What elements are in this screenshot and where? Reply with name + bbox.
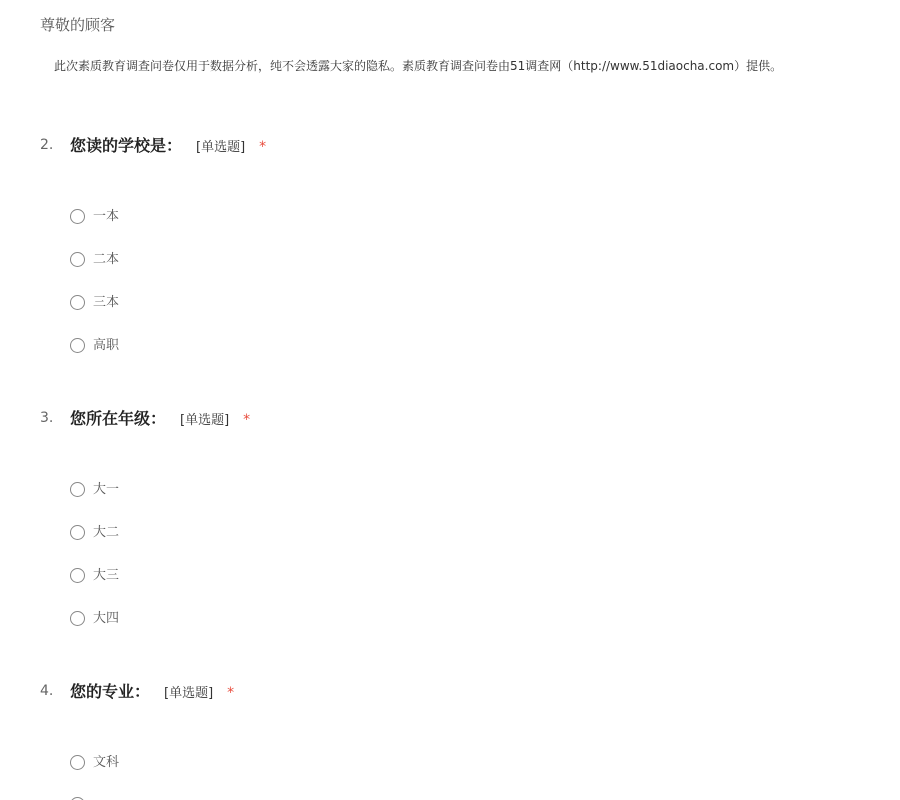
- radio-button[interactable]: [70, 482, 85, 497]
- option-label[interactable]: 二本: [93, 252, 120, 267]
- question-number: 2.: [40, 137, 54, 153]
- question-header: [0, 408, 900, 432]
- question-type-label: [单选题]: [196, 140, 246, 155]
- intro-text: 此次素质教育调查问卷仅用于数据分析，纯不会透露大家的隐私。素质教育调查问卷由51调查网（http://www.51diaocha.com）提供。: [54, 59, 783, 73]
- question-header: [0, 681, 900, 705]
- radio-button[interactable]: [70, 525, 85, 540]
- option-label[interactable]: 大二: [93, 525, 120, 540]
- question-number: 3.: [40, 410, 54, 426]
- required-marker: *: [243, 412, 251, 428]
- radio-button[interactable]: [70, 755, 85, 770]
- question-type-label: [单选题]: [180, 413, 230, 428]
- radio-button[interactable]: [70, 338, 85, 353]
- option-label[interactable]: 大三: [93, 568, 120, 583]
- question-type-label: [单选题]: [164, 686, 214, 701]
- question-title: 您读的学校是：: [70, 136, 183, 155]
- radio-button[interactable]: [70, 295, 85, 310]
- option-label[interactable]: 高职: [93, 338, 120, 353]
- radio-button[interactable]: [70, 568, 85, 583]
- radio-button[interactable]: [70, 252, 85, 267]
- radio-button[interactable]: [70, 611, 85, 626]
- option-label[interactable]: 大四: [93, 611, 120, 626]
- question-title-row: [70, 681, 234, 705]
- question-title-row: [70, 408, 250, 432]
- question-title: 您的专业：: [70, 682, 151, 701]
- question-title-row: [70, 135, 266, 159]
- question-number: 4.: [40, 683, 54, 699]
- question-title: 您所在年级：: [70, 409, 167, 428]
- option-label[interactable]: 三本: [93, 295, 120, 310]
- required-marker: *: [227, 685, 235, 701]
- option-label[interactable]: 文科: [93, 755, 120, 770]
- option-label[interactable]: 大一: [93, 482, 120, 497]
- question-header: [0, 135, 900, 159]
- greeting-text: 尊敬的顾客: [40, 16, 116, 34]
- radio-button[interactable]: [70, 209, 85, 224]
- required-marker: *: [259, 139, 267, 155]
- option-label[interactable]: 一本: [93, 209, 120, 224]
